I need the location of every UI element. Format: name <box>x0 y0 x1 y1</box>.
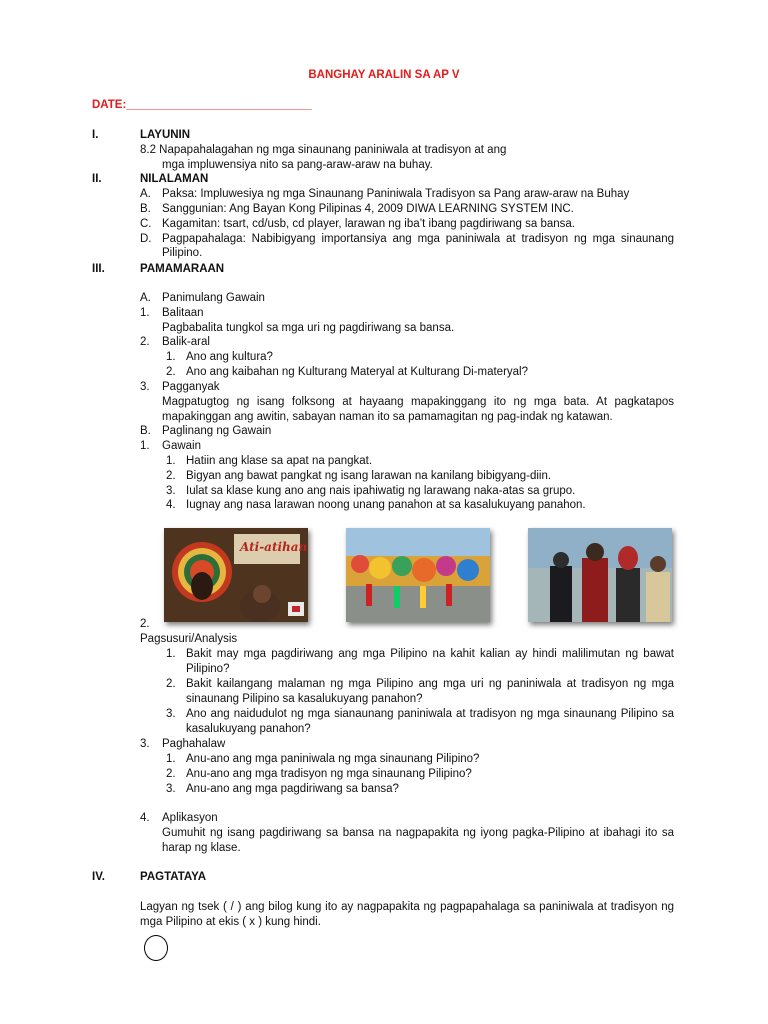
pagsusuri-marker: 2. <box>140 618 150 630</box>
balik-aral-q-marker: 2. <box>166 366 176 378</box>
pagsusuri-item-marker: 3. <box>166 708 176 720</box>
section-2-heading: NILALAMAN <box>140 173 209 185</box>
content-item-marker: B. <box>140 203 151 215</box>
section-4-numeral: IV. <box>92 871 106 883</box>
festival-photo-ati-atihan <box>164 528 308 622</box>
pagsusuri-item-line-2: kasalukuyang panahon? <box>186 723 311 735</box>
section-3-heading: PAMAMARAAN <box>140 263 225 275</box>
balik-aral-q-marker: 1. <box>166 351 176 363</box>
content-item-text: Paksa: Impluwesiya ng mga Sinaunang Paniniwala Tradisyon sa Pang araw-araw na Buhay <box>162 188 630 200</box>
step-b-text: Paglinang ng Gawain <box>162 425 272 437</box>
paghahalaw-item-marker: 1. <box>166 753 176 765</box>
section-2-numeral: II. <box>92 173 102 185</box>
pagsusuri-item-line-1: Ano ang naidudulot ng mga sianaunang paniniwala at tradisyon ng mga sinaunang Pilipino sa <box>186 708 674 720</box>
gawain-item: Iulat sa klase kung ano ang nais ipahiwatig ng larawang naka-atas sa grupo. <box>186 485 576 497</box>
content-item-text: Kagamitan: tsart, cd/usb, cd player, larawan ng iba’t ibang pagdiriwang sa bansa. <box>162 218 575 230</box>
paghahalaw-item: Anu-ano ang mga pagdiriwang sa bansa? <box>186 783 399 795</box>
content-item-marker: A. <box>140 188 151 200</box>
step-b-marker: B. <box>140 425 151 437</box>
gawain-item: Bigyan ang bawat pangkat ng isang larawan na kanilang bibigyang-diin. <box>186 470 552 482</box>
assessment-line-1: Lagyan ng tsek ( / ) ang bilog kung ito ay nagpapakita ng pagpapahalaga sa paniniwala at tradisyon ng <box>140 901 674 913</box>
paghahalaw-heading: Paghahalaw <box>162 738 226 750</box>
pagsusuri-item-marker: 2. <box>166 678 176 690</box>
balitaan-marker: 1. <box>140 307 150 319</box>
step-a-marker: A. <box>140 292 151 304</box>
content-item-marker: C. <box>140 218 152 230</box>
balik-aral-question: Ano ang kaibahan ng Kulturang Materyal at Kulturang Di-materyal? <box>186 366 529 378</box>
assessment-line-2: mga Pilipino at ekis ( x ) kung hindi. <box>140 916 321 928</box>
pagsusuri-item-line-2: Pilipino? <box>186 663 230 675</box>
festival-photo-street-parade <box>346 528 490 622</box>
section-4-heading: PAGTATAYA <box>140 871 207 883</box>
step-a-text: Panimulang Gawain <box>162 292 265 304</box>
paghahalaw-item-marker: 3. <box>166 783 176 795</box>
balik-aral-heading: Balik-aral <box>162 336 210 348</box>
section-1-numeral: I. <box>92 129 99 141</box>
gawain-marker: 1. <box>140 440 150 452</box>
content-item-text: Sanggunian: Ang Bayan Kong Pilipinas 4, 2009 DIWA LEARNING SYSTEM INC. <box>162 203 574 215</box>
paghahalaw-marker: 3. <box>140 738 150 750</box>
section-1-heading: LAYUNIN <box>140 129 191 141</box>
answer-circle <box>144 935 168 961</box>
paghahalaw-item: Anu-ano ang mga tradisyon ng mga sinaunang Pilipino? <box>186 768 472 780</box>
date-label: DATE:_____________________________ <box>92 99 312 111</box>
paghahalaw-item-marker: 2. <box>166 768 176 780</box>
pagganyak-line-1: Magpatugtog ng isang folksong at hayaang mapakinggang ito ng mga bata. At pagkatapos <box>162 396 674 408</box>
pagsusuri-item-line-1: Bakit may mga pagdiriwang ang mga Pilipino na kahit kalian ay hindi malilimutan ng bawat <box>186 648 674 660</box>
gawain-item: Iugnay ang nasa larawan noong unang panahon at sa kasalukuyang panahon. <box>186 499 586 511</box>
objective-line-2: mga impluwensiya nito sa pang-araw-araw na buhay. <box>162 159 433 171</box>
gawain-item-marker: 2. <box>166 470 176 482</box>
content-item-text-cont: Pilipino. <box>162 247 203 259</box>
balitaan-heading: Balitaan <box>162 307 204 319</box>
festival-photo-moriones <box>528 528 672 622</box>
aplikasyon-line-1: Gumuhit ng isang pagdiriwang sa bansa na nagpapakita ng iyong pagka-Pilipino at ibahagi ito sa <box>162 827 674 839</box>
gawain-item-marker: 3. <box>166 485 176 497</box>
balik-aral-question: Ano ang kultura? <box>186 351 273 363</box>
paghahalaw-item: Anu-ano ang mga paniniwala ng mga sinaunang Pilipino? <box>186 753 480 765</box>
content-item-text: Pagpapahalaga: Nabibigyang importansiya ang mga paniniwala at tradisyon ng mga sinaunang <box>162 233 674 245</box>
content-item-marker: D. <box>140 233 152 245</box>
pagsusuri-item-line-1: Bakit kailangang malaman ng mga Pilipino ang mga uri ng paniniwala at tradisyon ng mga <box>186 678 674 690</box>
gawain-item-marker: 1. <box>166 455 176 467</box>
balik-aral-marker: 2. <box>140 336 150 348</box>
pagganyak-marker: 3. <box>140 381 150 393</box>
aplikasyon-line-2: harap ng klase. <box>162 842 241 854</box>
pagsusuri-heading: Pagsusuri/Analysis <box>140 633 238 645</box>
pagsusuri-item-line-2: sinaunang Pilipino sa kasalukuyang panahon? <box>186 693 423 705</box>
gawain-item: Hatiin ang klase sa apat na pangkat. <box>186 455 373 467</box>
gawain-item-marker: 4. <box>166 499 176 511</box>
photo-caption: Ati-atihan <box>240 540 308 554</box>
pagganyak-line-2: mapakinggan ang awitin, sabayan naman ito sa pamamagitan ng pag-indak ng katawan. <box>162 411 613 423</box>
aplikasyon-marker: 4. <box>140 812 150 824</box>
objective-line-1: 8.2 Napapahalagahan ng mga sinaunang paniniwala at tradisyon at ang <box>140 144 507 156</box>
pagsusuri-item-marker: 1. <box>166 648 176 660</box>
balitaan-text: Pagbabalita tungkol sa mga uri ng pagdiriwang sa bansa. <box>162 322 455 334</box>
page-title: BANGHAY ARALIN SA AP V <box>308 69 460 81</box>
section-3-numeral: III. <box>92 263 105 275</box>
gawain-heading: Gawain <box>162 440 201 452</box>
pagganyak-heading: Pagganyak <box>162 381 220 393</box>
aplikasyon-heading: Aplikasyon <box>162 812 218 824</box>
